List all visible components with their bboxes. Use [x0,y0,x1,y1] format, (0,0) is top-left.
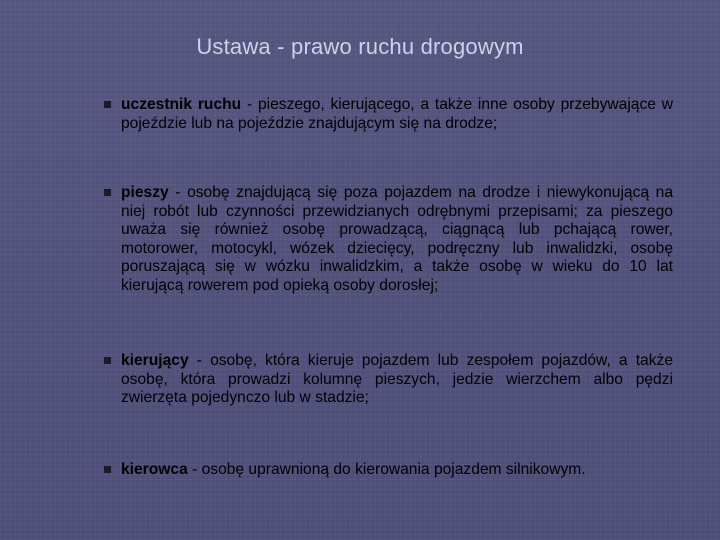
definition-text: - pieszego, kierującego, a także inne osoby przebywające w pojeździe lub na pojeździe znajdującym się na drodze; [121,96,673,132]
slide-title: Ustawa - prawo ruchu drogowym [196,34,524,59]
definition-term: kierowca [121,461,188,478]
definition-text: - osobę, która kieruje pojazdem lub zespołem pojazdów, a także osobę, która prowadzi kolumnę pieszych, jedzie wierzchem albo pędzi zwierzęta pojedynczo lub w stadzie; [121,352,673,407]
definition-text: - osobę uprawnioną do kierowania pojazdem silnikowym. [187,461,586,478]
list-item [100,96,673,133]
square-bullet-icon [104,466,111,473]
square-bullet-icon [104,357,111,364]
list-item [100,352,673,408]
definition-term: kierujący [121,352,189,369]
square-bullet-icon [104,189,111,196]
definition-text: - osobę znajdującą się poza pojazdem na drodze i niewykonującą na niej robót lub czynności przewidzianych odrębnymi przepisami; za pieszego uważa się również osobę prowadzącą, ciągnącą lub pchającą rower, motorower, motocykl, wózek dziecięcy, podręczny lub inwalidzki, osobę poruszającą się w wózku inwalidzkim, a także osobę w wieku do 10 lat kierującą rowerem pod opieką osoby dorosłej; [121,184,673,294]
definition-term: uczestnik ruchu [121,96,242,113]
definition-term: pieszy [121,184,169,201]
square-bullet-icon [104,101,111,108]
list-item [100,184,673,296]
list-item [100,461,673,480]
